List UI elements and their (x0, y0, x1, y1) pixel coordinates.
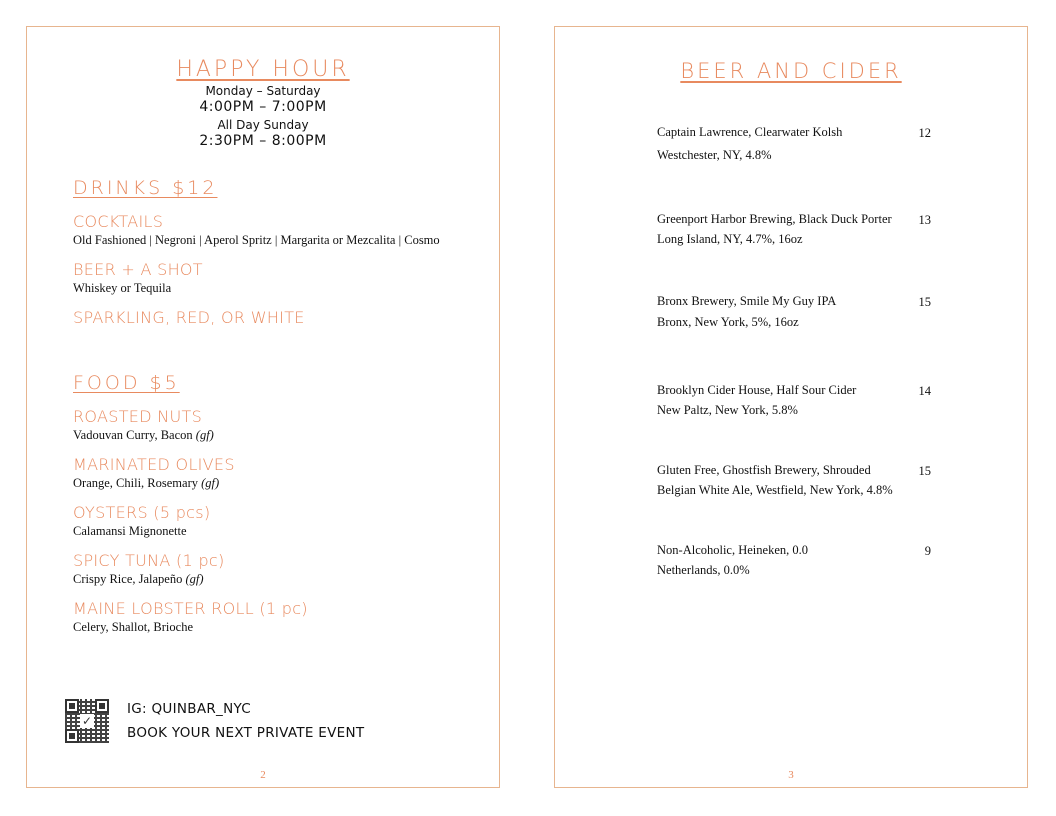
page-number: 3 (788, 769, 794, 781)
qr-finder-top-right (95, 699, 109, 713)
drink-item-desc: Whiskey or Tequila (73, 281, 172, 295)
beer-item-origin: Westchester, NY, 4.8% (657, 148, 772, 162)
qr-finder-bottom-left (65, 729, 79, 743)
happy-hour-days-sunday: All Day Sunday (217, 118, 309, 132)
beer-item-origin: Belgian White Ale, Westfield, New York, 4.8% (657, 483, 893, 497)
food-section-title: FOOD $5 (73, 372, 180, 394)
menu-page-left (26, 26, 500, 788)
page-number: 2 (260, 769, 266, 781)
qr-finder-top-left (65, 699, 79, 713)
food-item-name: MAINE LOBSTER ROLL (1 pc) (73, 599, 308, 618)
beer-item-name: Bronx Brewery, Smile My Guy IPA (657, 294, 837, 308)
beer-item-name: Brooklyn Cider House, Half Sour Cider (657, 383, 857, 397)
drinks-section-title: DRINKS $12 (73, 177, 218, 199)
gluten-free-tag: (gf) (185, 572, 204, 586)
gluten-free-tag: (gf) (195, 428, 214, 442)
beer-item-price: 12 (918, 126, 931, 140)
drink-item-name: COCKTAILS (73, 212, 164, 231)
beer-item-price: 14 (918, 384, 931, 398)
food-item-name: OYSTERS (5 pcs) (73, 503, 211, 522)
gluten-free-tag: (gf) (201, 476, 220, 490)
beer-item-name: Captain Lawrence, Clearwater Kolsh (657, 125, 843, 139)
beer-item-origin: Bronx, New York, 5%, 16oz (657, 315, 799, 329)
private-event-text: BOOK YOUR NEXT PRIVATE EVENT (127, 725, 365, 741)
happy-hour-time-sunday: 2:30PM – 8:00PM (199, 133, 327, 149)
drink-item-desc: Old Fashioned | Negroni | Aperol Spritz | Margarita or Mezcalita | Cosmo (73, 233, 440, 247)
beer-item-origin: New Paltz, New York, 5.8% (657, 403, 798, 417)
beer-item-name: Non-Alcoholic, Heineken, 0.0 (657, 543, 809, 557)
food-item-desc: Orange, Chili, Rosemary (gf) (73, 476, 220, 490)
food-item-desc: Vadouvan Curry, Bacon (gf) (73, 428, 214, 442)
beer-item-price: 15 (918, 464, 931, 478)
beer-cider-title: BEER AND CIDER (680, 59, 902, 83)
drink-item-name: SPARKLING, RED, OR WHITE (73, 308, 305, 327)
food-item-desc: Celery, Shallot, Brioche (73, 620, 193, 634)
happy-hour-days-weekday: Monday – Saturday (205, 84, 321, 98)
beer-item-price: 9 (924, 544, 931, 558)
food-item-name: MARINATED OLIVES (73, 455, 235, 474)
happy-hour-time-weekday: 4:00PM – 7:00PM (199, 99, 327, 115)
happy-hour-title: HAPPY HOUR (176, 57, 350, 82)
qr-code-icon[interactable] (65, 699, 109, 743)
beer-item-origin: Long Island, NY, 4.7%, 16oz (657, 232, 803, 246)
beer-item-name: Greenport Harbor Brewing, Black Duck Porter (657, 212, 892, 226)
beer-item-price: 15 (918, 295, 931, 309)
food-item-desc: Crispy Rice, Jalapeño (gf) (73, 572, 204, 586)
beer-item-name: Gluten Free, Ghostfish Brewery, Shrouded (657, 463, 871, 477)
drink-item-name: BEER + A SHOT (73, 260, 203, 279)
menu-page-right (554, 26, 1028, 788)
food-item-name: SPICY TUNA (1 pc) (73, 551, 225, 570)
beer-item-price: 13 (918, 213, 931, 227)
qr-logo-icon: ✓ (81, 714, 93, 728)
food-item-name: ROASTED NUTS (73, 407, 203, 426)
beer-item-origin: Netherlands, 0.0% (657, 563, 750, 577)
food-item-desc: Calamansi Mignonette (73, 524, 187, 538)
instagram-handle: IG: QUINBAR_NYC (127, 701, 252, 717)
